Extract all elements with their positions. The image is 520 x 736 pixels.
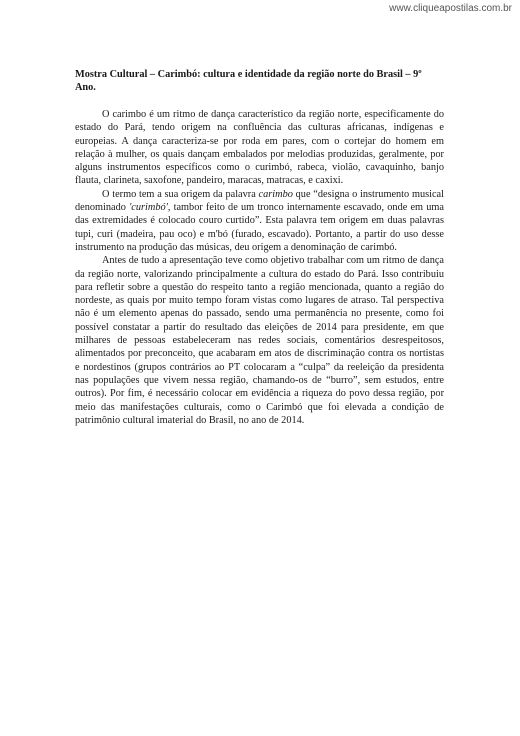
document-body (75, 68, 444, 427)
paragraph-2-emphasis-curimbo: 'curimbó' (129, 202, 168, 214)
paragraph-2-text-2: que “designa o instrumento musical denominado (75, 188, 444, 214)
paragraph-3: Antes de tudo a apresentação teve como objetivo trabalhar com um ritmo de dança da região norte, valorizando principalmente a cultura do estado do Pará. Isso contribuiu para refletir sobre a questão do respeito tanto a região mencionada, quanto a região do nordeste, as quais por muito tempo foram vistas como lugares de atraso. Tal perspectiva não é um elemento apenas do passado, sendo uma permanência no presente, como foi possível constatar a partir do resultado das eleições de 2014 para presidente, em que milhares de pessoas estabeleceram nas redes sociais, comentários desrespeitosos, alimentados por preconceito, que acabaram em atos de discriminação contra os nortistas e nordestinos (grupos contrários ao PT colocaram a “culpa” da reeleição da presidenta nas populações que vivem nessa região, chamando-os de “burro”, sem estudos, entre outros). Por fim, é necessário colocar em evidência a riqueza do povo dessa região, por meio das manifestações culturais, como o Carimbó que foi elevada a condição de patrimônio cultural imaterial do Brasil, no ano de 2014. (75, 255, 444, 426)
paragraph-2-text-3: , tambor feito de um tronco internamente escavado, onde em uma das extremidades é colocado couro curtido”. Esta palavra tem origem em duas palavras tupi, curi (madeira, pau oco) e m'bó (furado, escavado). Portanto, a partir do uso desse instrumento na produção das músicas, deu origem a denominação de carimbó. (75, 202, 444, 253)
paragraph-1: O carimbo é um ritmo de dança característico da região norte, especificamente do estado do Pará, tendo origem na confluência das culturas africanas, indígenas e europeias. A dança caracteriza-se por roda em pares, com o cortejar do homem em relação à mulher, os quais dançam embalados por melodias produzidas, geralmente, por alguns instrumentos específicos como o curimbó, rabeca, violão, cavaquinho, banjo flauta, clarineta, saxofone, pandeiro, maracas, matracas, e caxixi. (75, 109, 444, 187)
document-title: Mostra Cultural – Carimbó: cultura e identidade da região norte do Brasil – 9º Ano. (75, 69, 422, 93)
site-url: www.cliqueapostilas.com.br (389, 3, 512, 14)
paragraph-2-text-1: O termo tem a sua origem da palavra (102, 188, 259, 200)
paragraph-2-emphasis-carimbo: carimbo (258, 188, 293, 200)
paragraph-2 (75, 188, 444, 254)
